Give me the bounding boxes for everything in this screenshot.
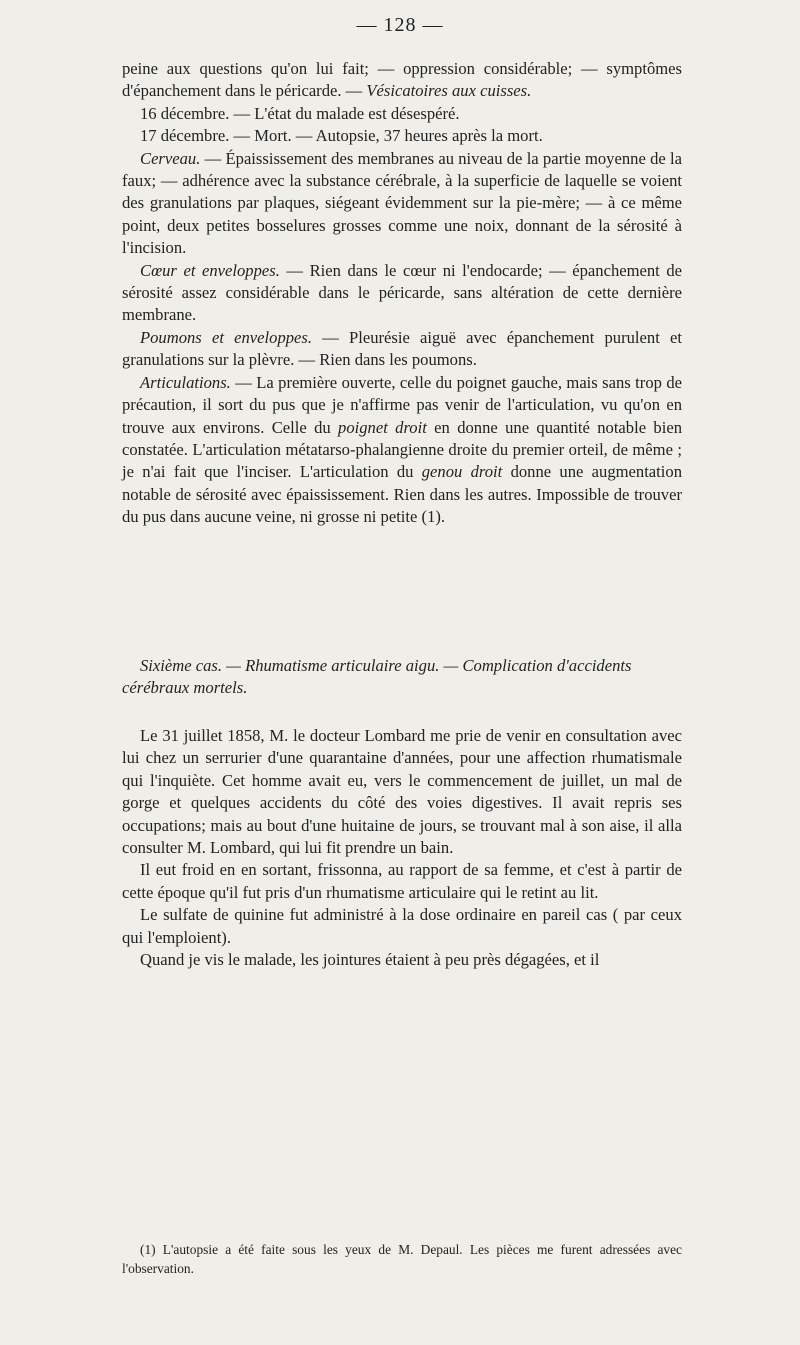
brain-text: — Épaississement des membranes au niveau de la partie moyenne de la faux; — adhérence avec la substance cérébrale, à la superficie de laquelle se voient des granulations par plaques, siégeant évidemment sur la pie-mère; — à ce même point, deux petites bosselures grosses comme une noix, donnant de la sérosité à l'incision. [122, 148, 682, 258]
paragraph-heart [122, 260, 682, 327]
case-heading: Sixième cas. — Rhumatisme articulaire aigu. — Complication d'accidents cérébraux mortels. [122, 656, 632, 698]
heart-label: Cœur et enveloppes. [140, 260, 280, 280]
paragraph-brain [122, 148, 682, 260]
paragraph-visit: Quand je vis le malade, les jointures étaient à peu près dégagées, et il [140, 950, 600, 970]
lungs-text: — Pleurésie aiguë avec épanchement purulent et granulations sur la plèvre. — Rien dans les poumons. [122, 327, 682, 370]
heart-text: — Rien dans le cœur ni l'endocarde; — épanchement de sérosité assez considérable dans le péricarde, sans altération de cette dernière membrane. [122, 260, 683, 325]
symptoms-text: peine aux questions qu'on lui fait; — oppression considérable; — symptômes d'épanchement dans le péricarde. — [122, 59, 682, 101]
brain-label: Cerveau. [140, 148, 201, 168]
paragraph-joints [122, 372, 682, 529]
joints-wrist: poignet droit [338, 417, 427, 437]
paragraph-consultation: Le 31 juillet 1858, M. le docteur Lombard me prie de venir en consultation avec lui chez un serrurier d'une quarantaine d'années, pour une affection rhumatismale qui l'inquiète. Cet homme avait eu, vers le commencement de juillet, un mal de gorge et quelques accidents du côté des voies digestives. Il avait repris ses occupations; mais au bout d'une huitaine de jours, se trouvant mal à son aise, il alla consulter M. Lombard, qui lui fit prendre un bain. [122, 726, 682, 858]
paragraph-lungs [122, 327, 682, 372]
paragraph-dec16: 16 décembre. — L'état du malade est désespéré. [140, 103, 460, 123]
footnote: (1) L'autopsie a été faite sous les yeux de M. Depaul. Les pièces me furent adressées avec l'observation. [122, 1242, 682, 1276]
paragraph-dec17: 17 décembre. — Mort. — Autopsie, 37 heures après la mort. [140, 126, 543, 146]
joints-text-b: en donne une quantité notable bien constatée. L'articulation métatarso-phalangienne droite du premier orteil, de même ; je n'ai fait que l'inciser. L'articulation du [122, 417, 682, 482]
observation-continued [122, 58, 682, 529]
joints-label: Articulations. [140, 372, 231, 392]
paragraph-chill: Il eut froid en en sortant, frissonna, au rapport de sa femme, et c'est à partir de cette époque qu'il fut pris d'un rhumatisme articulaire qui le retint au lit. [122, 860, 682, 902]
lungs-label: Poumons et enveloppes. [140, 327, 313, 347]
joints-text-c: donne une augmentation notable de sérosité avec épaississement. Rien dans les autres. Impossible de trouver du pus dans aucune veine, ni grosse ni petite (1). [122, 462, 682, 527]
paragraph-quinine: Le sulfate de quinine fut administré à la dose ordinaire en pareil cas ( par ceux qui l'emploient). [122, 905, 682, 947]
joints-knee: genou droit [421, 462, 503, 482]
sixth-case-body [122, 725, 682, 971]
page-number: — 128 — [356, 14, 444, 36]
joints-text-a: — La première ouverte, celle du poignet gauche, mais sans trop de précaution, il sort du pus que je n'affirme pas venir de l'articulation, vu qu'on en trouve aux environs. Celle du [122, 372, 682, 437]
paragraph-symptoms [122, 58, 682, 103]
treatment-text: Vésicatoires aux cuisses. [366, 81, 532, 101]
